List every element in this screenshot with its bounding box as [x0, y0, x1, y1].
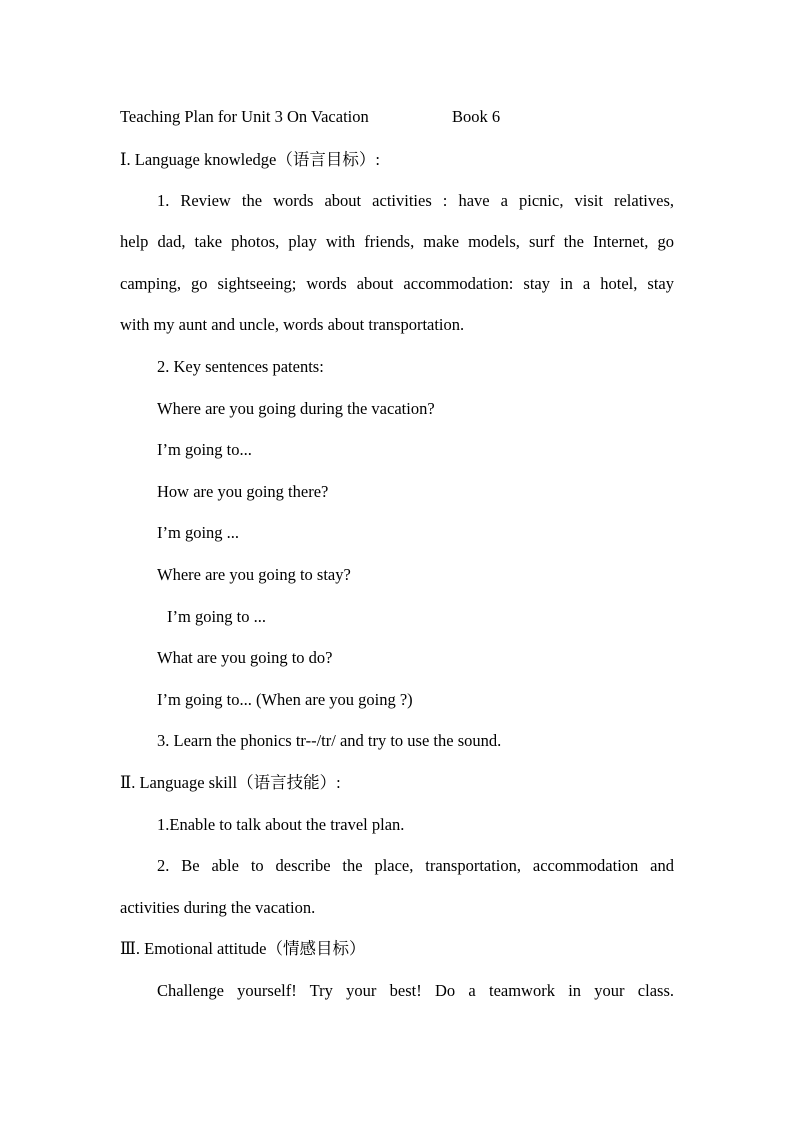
- sentence-pattern: Where are you going to stay?: [157, 565, 351, 584]
- section-heading-language-knowledge: Ⅰ. Language knowledge（语言目标）:: [120, 150, 380, 169]
- paragraph-line: with my aunt and uncle, words about transportation.: [120, 315, 465, 334]
- phonics-item: 3. Learn the phonics tr--/tr/ and try to use the sound.: [157, 731, 502, 750]
- sentence-pattern: What are you going to do?: [157, 648, 333, 667]
- section-heading-emotional-attitude: Ⅲ. Emotional attitude（情感目标）: [120, 939, 366, 958]
- book-label: Book 6: [452, 107, 501, 126]
- paragraph-line: camping, go sightseeing; words about accommodation: stay in a hotel, stay: [120, 274, 674, 293]
- key-sentences-label: 2. Key sentences patents:: [157, 357, 324, 376]
- sentence-pattern: I’m going to ...: [167, 607, 266, 626]
- skill-item: 1.Enable to talk about the travel plan.: [157, 815, 405, 834]
- sentence-pattern: Where are you going during the vacation?: [157, 399, 435, 418]
- paragraph-line: help dad, take photos, play with friends, make models, surf the Internet, go: [120, 232, 674, 251]
- paragraph-line: 1. Review the words about activities : have a picnic, visit relatives,: [157, 191, 674, 210]
- sentence-pattern: How are you going there?: [157, 482, 329, 501]
- document-title: Teaching Plan for Unit 3 On Vacation: [120, 107, 369, 126]
- sentence-pattern: I’m going to...: [157, 440, 252, 459]
- section-heading-language-skill: Ⅱ. Language skill（语言技能）:: [120, 773, 341, 792]
- skill-item: 2. Be able to describe the place, transportation, accommodation and: [157, 856, 674, 875]
- sentence-pattern: I’m going ...: [157, 523, 240, 542]
- skill-item: activities during the vacation.: [120, 898, 316, 917]
- sentence-pattern: I’m going to... (When are you going ?): [157, 690, 413, 709]
- emotional-item: Challenge yourself! Try your best! Do a teamwork in your class.: [157, 981, 674, 1000]
